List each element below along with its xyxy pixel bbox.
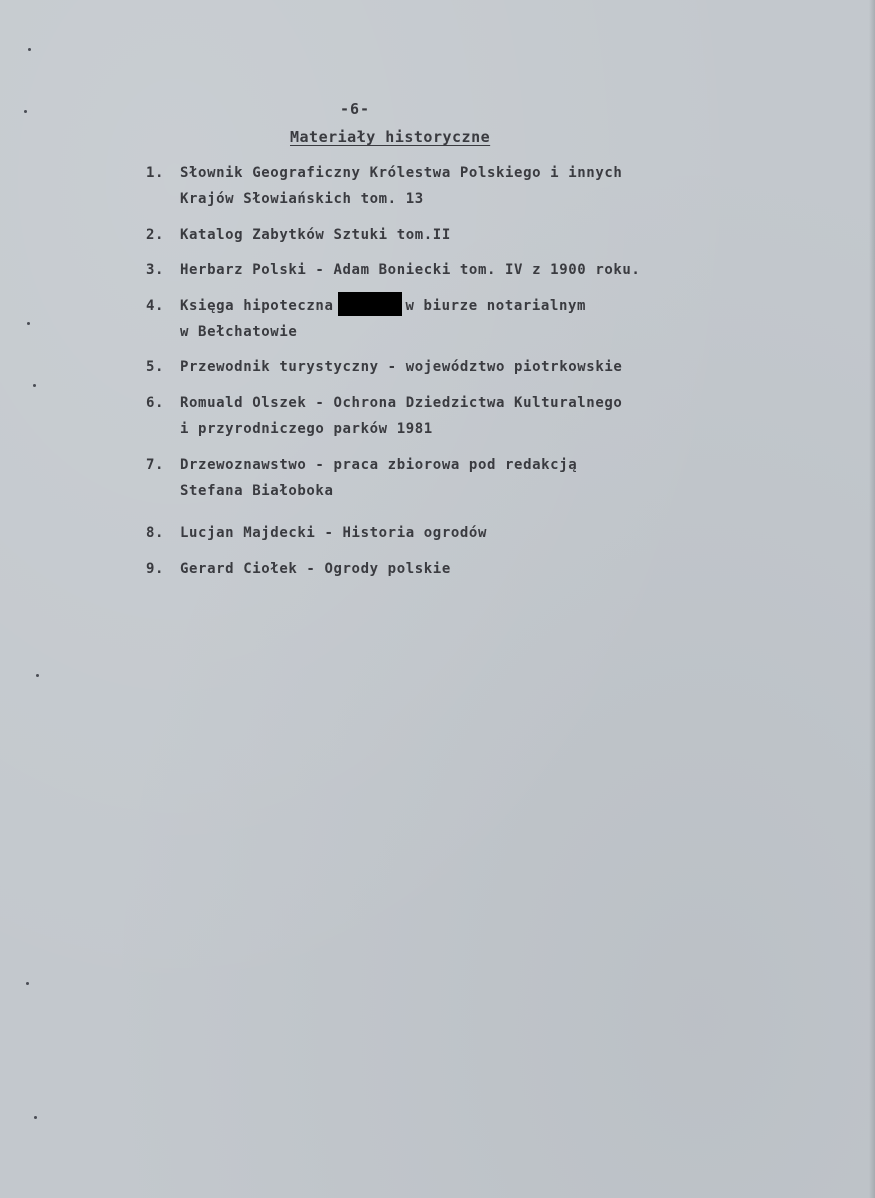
- dust-mark: [34, 1116, 37, 1119]
- item-text-continued: Stefana Białoboka: [180, 483, 334, 499]
- dust-mark: [36, 674, 39, 677]
- item-text: Gerard Ciołek - Ogrody polskie: [180, 561, 451, 577]
- item-text-continued: Krajów Słowiańskich tom. 13: [180, 191, 424, 207]
- item-number: 4.: [146, 298, 165, 314]
- list-item: [146, 292, 586, 345]
- item-text: Księga hipoteczna: [180, 298, 334, 314]
- list-item: [146, 556, 451, 582]
- dust-mark: [24, 110, 27, 113]
- list-item: [146, 257, 640, 283]
- item-number: 3.: [146, 262, 165, 278]
- page-edge-shadow: [869, 0, 875, 1198]
- item-text: Drzewoznawstwo - praca zbiorowa pod redakcją: [180, 457, 578, 473]
- list-item: [146, 520, 487, 546]
- item-text: w biurze notarialnym: [405, 298, 587, 314]
- item-text: Lucjan Majdecki - Historia ogrodów: [180, 525, 487, 541]
- item-text-continued: w Bełchatowie: [180, 324, 298, 340]
- item-number: 2.: [146, 227, 165, 243]
- item-text: Herbarz Polski - Adam Boniecki tom. IV z 1900 roku.: [180, 262, 641, 278]
- list-item: [146, 390, 622, 442]
- dust-mark: [27, 322, 30, 325]
- item-text: Słownik Geograficzny Królestwa Polskiego i innych: [180, 165, 623, 181]
- list-item: [146, 160, 622, 212]
- item-number: 5.: [146, 359, 165, 375]
- item-text: Romuald Olszek - Ochrona Dziedzictwa Kulturalnego: [180, 395, 623, 411]
- item-number: 8.: [146, 525, 165, 541]
- item-text: Katalog Zabytków Sztuki tom.II: [180, 227, 451, 243]
- item-number: 9.: [146, 561, 165, 577]
- dust-mark: [28, 48, 31, 51]
- dust-mark: [33, 384, 36, 387]
- item-number: 6.: [146, 395, 165, 411]
- dust-mark: [26, 982, 29, 985]
- item-number: 1.: [146, 165, 165, 181]
- list-item: [146, 222, 451, 248]
- list-item: [146, 452, 577, 504]
- page-heading: Materiały historyczne: [290, 128, 491, 146]
- redaction-block: [338, 292, 402, 316]
- page-number: -6-: [340, 100, 371, 118]
- item-number: 7.: [146, 457, 165, 473]
- item-text: Przewodnik turystyczny - województwo piotrkowskie: [180, 359, 623, 375]
- item-text-continued: i przyrodniczego parków 1981: [180, 421, 433, 437]
- list-item: [146, 354, 622, 380]
